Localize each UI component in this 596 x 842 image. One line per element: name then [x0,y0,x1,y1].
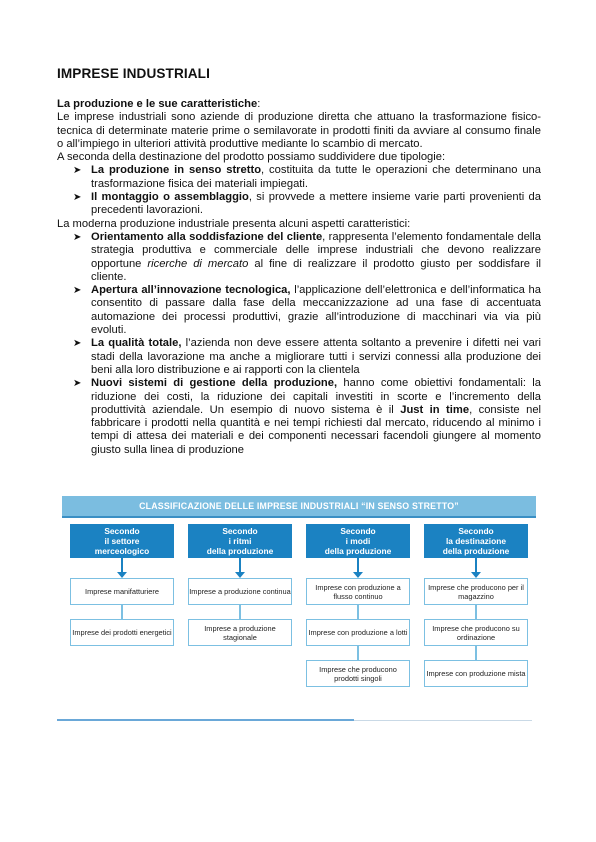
category-box: Imprese che producono per il magazzino [424,578,528,605]
list-item: ➤ La produzione in senso stretto, costituita da tutte le operazioni che determinano una trasformazione fisica dei materiali impiegati. [73,164,541,190]
divider [57,719,354,721]
connector-line [357,558,359,572]
connector-line [357,646,359,660]
infographic-header: CLASSIFICAZIONE DELLE IMPRESE INDUSTRIALI “IN SENSO STRETTO” [62,496,536,518]
column-heading: Secondo la destinazione della produzione [424,524,528,558]
category-box: Imprese manifatturiere [70,578,174,605]
section-heading-line: La produzione e le sue caratteristiche: [57,98,261,110]
list-item: ➤ Il montaggio o assemblaggio, si provvede a mettere insieme varie parti provenienti da precedenti lavorazioni. [73,191,542,217]
column-settore-merceologico [70,524,174,646]
arrowhead-bullet-icon: ➤ [73,338,82,350]
connector-line [239,605,241,619]
category-box: Imprese a produzione continua [188,578,292,605]
list-item: ➤ Apertura all’innovazione tecnologica, l’applicazione dell’elettronica e dell’informatica ha consentito di passare dalla fase della meccanizzazione ad una fase di accentuata automazione dei processi produttivi, grazie all’introduzione di macchinari via via più evoluti. [73,284,541,337]
connector-line [239,558,241,572]
column-modi-produzione [306,524,410,687]
column-heading: Secondo il settore merceologico [70,524,174,558]
document-body [57,98,541,457]
list-item: ➤ Nuovi sistemi di gestione della produzione, hanno come obiettivi fondamentali: la riduzione dei costi, la riduzione dei capitali investiti in scorte e l’incremento della produttività aziendale. Un esempio di nuovo sistema è il Just in time, consiste nel fabbricare i prodotti nella quantità e nei tempi richiesti dal mercato, riducendo al minimo i tempi di attesa dei materiali e dei componenti necessari facendoli giungere al momento giusto sulla linea di produzione [73,377,542,456]
category-box: Imprese a produzione stagionale [188,619,292,646]
document-page [57,66,541,457]
divider [354,720,532,721]
connector-line [475,646,477,660]
list-item: ➤ La qualità totale, l’azienda non deve essere attenta soltanto a prevenire i difetti nei vari stadi della lavorazione ma anche a migliorare tutti i servizi connessi alla produzione dei beni alla loro distribuzione e ai rapporti con la clientela [73,337,541,376]
features-intro: La moderna produzione industriale presenta alcuni aspetti caratteristici: [57,217,411,230]
category-box: Imprese con produzione a flusso continuo [306,578,410,605]
document-title: IMPRESE INDUSTRIALI [57,66,210,81]
list-item: ➤ Orientamento alla soddisfazione del cliente, rappresenta l’elemento fondamentale della strategia produttiva e commerciale delle imprese industriali che devono realizzare opportune ricerche di mercato al fine di realizzare il prodotto giusto per soddisfare il cliente. [73,230,541,283]
features-list [57,231,541,457]
classification-infographic [62,496,536,722]
destination-intro: A seconda della destinazione del prodotto possiamo suddividere due tipologie: [57,151,446,164]
arrowhead-bullet-icon: ➤ [73,378,82,390]
column-heading: Secondo i modi della produzione [306,524,410,558]
arrowhead-bullet-icon: ➤ [73,192,82,204]
category-box: Imprese con produzione mista [424,660,528,687]
category-box: Imprese con produzione a lotti [306,619,410,646]
connector-line [475,558,477,572]
section-heading: La produzione e le sue caratteristiche [57,98,258,110]
connector-line [121,558,123,572]
category-box: Imprese dei prodotti energetici [70,619,174,646]
arrowhead-bullet-icon: ➤ [73,231,82,243]
column-destinazione-produzione [424,524,528,687]
arrowhead-bullet-icon: ➤ [73,285,82,297]
types-list [57,164,541,217]
column-ritmi-produzione [188,524,292,646]
arrowhead-bullet-icon: ➤ [73,165,82,177]
category-box: Imprese che producono su ordinazione [424,619,528,646]
connector-line [121,605,123,619]
category-box: Imprese che producono prodotti singoli [306,660,410,687]
intro-paragraph: Le imprese industriali sono aziende di produzione diretta che attuano la trasformazione fisico-tecnica di determinate materie prime o semilavorate in prodotti finiti da avviare al consumo finale o all’impiego in ulteriori attività produttive mediante lo scambio di mercato. [57,111,541,150]
connector-line [357,605,359,619]
column-heading: Secondo i ritmi della produzione [188,524,292,558]
connector-line [475,605,477,619]
